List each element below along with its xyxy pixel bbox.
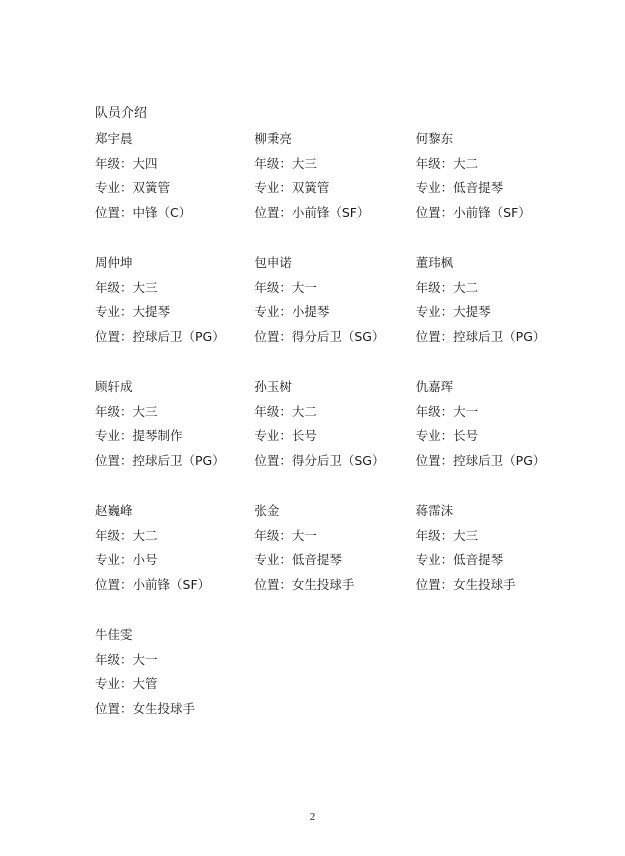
member-position: 位置：控球后卫（PG）	[415, 329, 546, 345]
member-card	[416, 251, 575, 375]
member-name: 郑宇晨	[95, 131, 133, 146]
member-major: 专业：大提琴	[95, 304, 171, 320]
page-number: 2	[309, 811, 316, 823]
member-major: 专业：长号	[254, 428, 317, 444]
member-grid	[95, 127, 575, 747]
member-name: 孙玉树	[254, 379, 292, 394]
member-name: 顾轩成	[95, 379, 133, 394]
member-name: 柳秉亮	[254, 131, 292, 146]
member-grade: 年级：大一	[415, 403, 479, 419]
member-major: 专业：双簧管	[254, 180, 330, 196]
member-card	[95, 623, 258, 747]
member-grade: 年级：大一	[254, 279, 317, 295]
member-name: 周仲坤	[95, 255, 133, 270]
member-grade: 年级：大三	[95, 403, 158, 419]
member-card	[95, 127, 254, 251]
member-card	[95, 251, 254, 375]
member-position: 位置：控球后卫（PG）	[95, 453, 225, 469]
member-grade: 年级：大一	[254, 527, 317, 543]
member-grade: 年级：大二	[415, 279, 479, 295]
member-grade: 年级：大三	[95, 279, 158, 295]
member-card	[254, 499, 415, 623]
member-grade: 年级：大二	[95, 527, 158, 543]
member-major: 专业：双簧管	[95, 180, 171, 196]
member-major: 专业：长号	[415, 428, 479, 444]
member-position: 位置：控球后卫（PG）	[415, 453, 546, 469]
member-name: 赵巍峰	[95, 503, 133, 518]
member-position: 位置：小前锋（SF）	[415, 205, 531, 221]
member-major: 专业：大提琴	[415, 304, 491, 320]
member-row	[95, 251, 575, 375]
member-position: 位置：中锋（C）	[95, 205, 192, 221]
member-major: 专业：低音提琴	[415, 180, 504, 196]
member-major: 专业：低音提琴	[415, 552, 504, 568]
member-major: 专业：大管	[95, 676, 158, 692]
member-position: 位置：女生投球手	[95, 701, 196, 717]
member-position: 位置：小前锋（SF）	[254, 205, 370, 221]
member-name: 牛佳雯	[95, 627, 133, 642]
member-position: 位置：得分后卫（SG）	[254, 329, 385, 345]
section-title: 队员介绍	[95, 106, 148, 121]
member-card	[416, 375, 575, 499]
member-card	[416, 127, 575, 251]
member-row	[95, 499, 575, 623]
member-major: 专业：小提琴	[254, 304, 330, 320]
member-card	[254, 251, 415, 375]
member-card	[95, 499, 254, 623]
member-grade: 年级：大四	[95, 155, 158, 171]
member-name: 仇嘉珲	[415, 379, 454, 394]
member-major: 专业：小号	[95, 552, 158, 568]
member-row	[95, 623, 575, 747]
member-row	[95, 375, 575, 499]
member-row	[95, 127, 575, 251]
member-position: 位置：得分后卫（SG）	[254, 453, 385, 469]
member-position: 位置：小前锋（SF）	[95, 577, 211, 593]
member-card	[95, 375, 254, 499]
member-card	[416, 499, 575, 623]
member-grade: 年级：大三	[254, 155, 317, 171]
member-grade: 年级：大二	[254, 403, 317, 419]
member-name: 董玮枫	[415, 255, 454, 270]
member-grade: 年级：大三	[415, 527, 479, 543]
member-position: 位置：女生投球手	[254, 577, 355, 593]
member-name: 张金	[254, 503, 280, 518]
member-name: 何黎东	[415, 131, 454, 146]
member-grade: 年级：大一	[95, 651, 158, 667]
member-position: 位置：女生投球手	[415, 577, 516, 593]
member-card	[254, 375, 415, 499]
member-major: 专业：提琴制作	[95, 428, 183, 444]
member-position: 位置：控球后卫（PG）	[95, 329, 225, 345]
member-card	[254, 127, 415, 251]
member-grade: 年级：大二	[415, 155, 479, 171]
member-name: 包申诺	[254, 255, 292, 270]
member-major: 专业：低音提琴	[254, 552, 342, 568]
member-name: 蒋霈沫	[415, 503, 454, 518]
